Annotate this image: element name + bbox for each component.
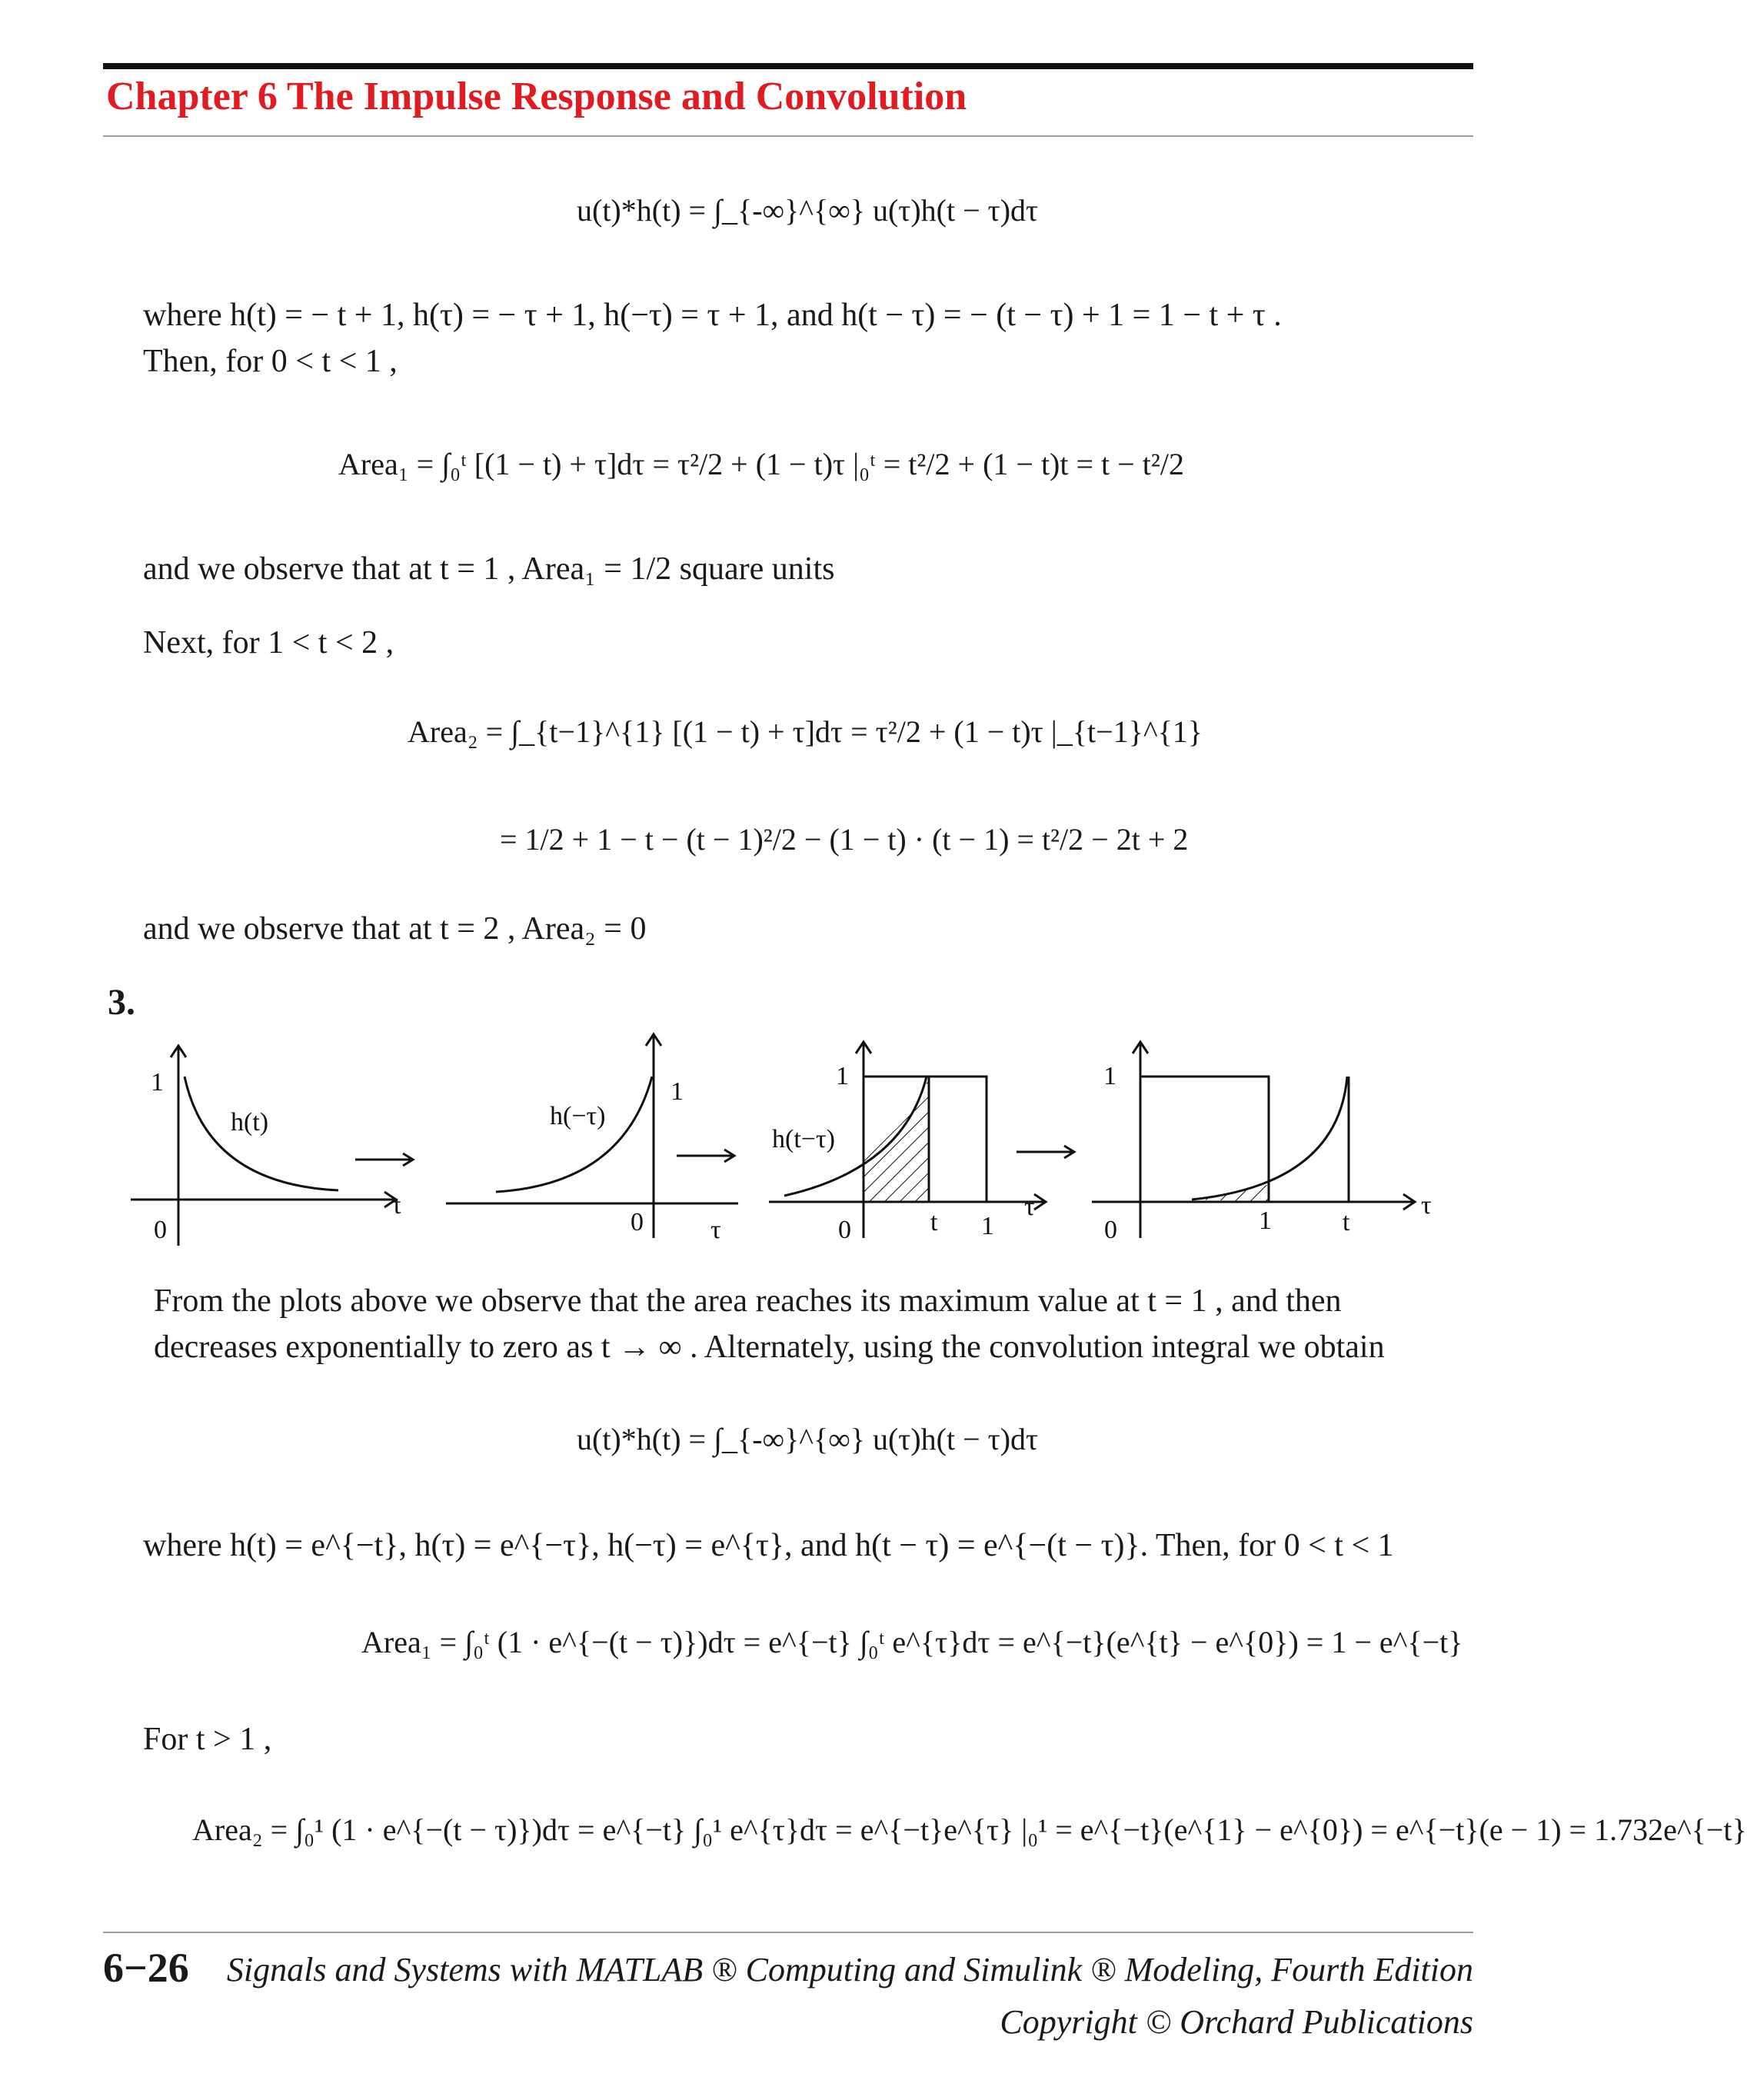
plot2-curve: [496, 1077, 652, 1192]
plot4-one-tick: 1: [1259, 1206, 1272, 1235]
plot1-y-tick: 1: [151, 1068, 164, 1097]
plot3-x-label: τ: [1024, 1193, 1035, 1221]
plot4-unit-step: [1140, 1077, 1269, 1202]
plot3-one-tick: 1: [981, 1212, 994, 1240]
plot-h-t: [131, 1046, 413, 1246]
next-line: Next, for 1 < t < 2 ,: [143, 625, 394, 661]
footer-divider: [103, 1932, 1473, 1933]
for-line: For t > 1 ,: [143, 1722, 272, 1757]
copyright: Copyright © Orchard Publications: [1000, 2003, 1473, 2041]
area1-equation-2: Area₁ = ∫₀ᵗ (1 · e^{−(t − τ)})dτ = e^{−t} ∫₀ᵗ e^{τ}dτ = e^{−t}(e^{t} − e^{0}) = 1 − e^{−t}: [361, 1625, 1463, 1659]
plot3-overlap-area: [864, 1077, 929, 1202]
observation-1: and we observe that at t = 1 , Area₁ = 1/2 square units: [143, 551, 835, 587]
chapter-title: Chapter 6 The Impulse Response and Convolution: [106, 75, 967, 118]
plot1-label: h(t): [231, 1108, 269, 1137]
area2-equation: Area₂ = ∫_{t−1}^{1} [(1 − t) + τ]dτ = τ²/2 + (1 − t)τ |_{t−1}^{1}: [408, 714, 1203, 749]
paragraph-line-2: decreases exponentially to zero as t → ∞ . Alternately, using the convolution integral we obtain: [154, 1330, 1385, 1365]
plot4-t-tick: t: [1343, 1208, 1350, 1236]
book-title: Signals and Systems with MATLAB ® Computing and Simulink ® Modeling, Fourth Edition: [226, 1951, 1473, 1989]
plot3-label: h(t−τ): [772, 1125, 835, 1153]
convolution-equation: u(t)*h(t) = ∫_{-∞}^{∞} u(τ)h(t − τ)dτ: [577, 193, 1039, 228]
plot4-y-tick: 1: [1103, 1062, 1116, 1090]
problem-number: 3.: [108, 982, 135, 1023]
plot3-origin: 0: [838, 1216, 851, 1244]
then-line: Then, for 0 < t < 1 ,: [143, 344, 398, 379]
page-number: 6−26: [103, 1945, 189, 1991]
plot1-origin: 0: [154, 1216, 167, 1244]
plot3-y-tick: 1: [836, 1062, 849, 1090]
plot2-origin: 0: [631, 1208, 644, 1236]
plot-h-minus-tau: [446, 1034, 738, 1238]
plot1-x-label: t: [394, 1191, 401, 1220]
plot2-x-label: τ: [710, 1216, 721, 1244]
plot-shifted: [1092, 1042, 1415, 1238]
plot4-origin: 0: [1104, 1216, 1117, 1244]
area2-equation-2: Area₂ = ∫₀¹ (1 · e^{−(t − τ)})dτ = e^{−t} ∫₀¹ e^{τ}dτ = e^{−t}e^{τ} |₀¹ = e^{−t}(e^{1} − e^{0}) = e^{−t}(e − 1) = 1.732e^{−t}: [192, 1812, 1747, 1847]
where-line: where h(t) = − t + 1, h(τ) = − τ + 1, h(−τ) = τ + 1, and h(t − τ) = − (t − τ) + 1 = 1 − t + τ .: [143, 298, 1282, 333]
plot2-label: h(−τ): [550, 1102, 606, 1130]
where-line-2: where h(t) = e^{−t}, h(τ) = e^{−τ}, h(−τ) = e^{τ}, and h(t − τ) = e^{−(t − τ)}. Then, for 0 < t < 1: [143, 1528, 1394, 1563]
plot3-t-tick: t: [930, 1208, 938, 1236]
observation-2: and we observe that at t = 2 , Area₂ = 0: [143, 911, 647, 947]
paragraph-line-1: From the plots above we observe that the area reaches its maximum value at t = 1 , and then: [154, 1283, 1342, 1319]
area2-equation-continued: = 1/2 + 1 − t − (t − 1)²/2 − (1 − t) · (t − 1) = t²/2 − 2t + 2: [500, 822, 1189, 857]
area1-equation: Area₁ = ∫₀ᵗ [(1 − t) + τ]dτ = τ²/2 + (1 − t)τ |₀ᵗ = t²/2 + (1 − t)t = t − t²/2: [338, 447, 1184, 481]
plot4-x-label: τ: [1421, 1191, 1432, 1220]
convolution-equation-2: u(t)*h(t) = ∫_{-∞}^{∞} u(τ)h(t − τ)dτ: [577, 1422, 1039, 1456]
plot2-y-tick: 1: [671, 1077, 684, 1106]
